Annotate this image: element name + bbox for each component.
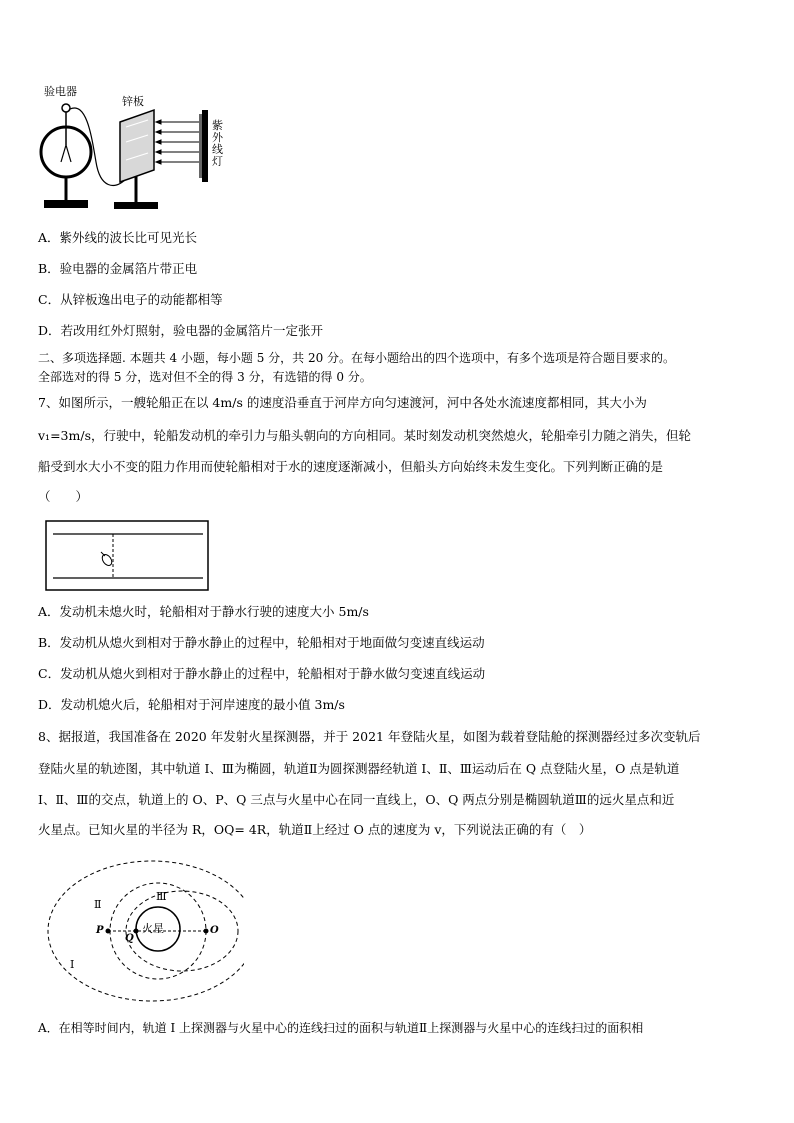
q7-option-a: A．发动机未熄火时，轮船相对于静水行驶的速度大小 5m/s bbox=[38, 604, 369, 619]
section2-instructions-line2: 全部选对的得 5 分，选对但不全的得 3 分，有选错的得 0 分。 bbox=[38, 370, 372, 384]
point-q-label: Q bbox=[125, 933, 134, 944]
uv-lamp-body bbox=[202, 110, 208, 182]
river-diagram bbox=[45, 520, 210, 592]
orbit-1-label: I bbox=[70, 958, 75, 971]
section2-instructions-line1: 二、多项选择题. 本题共 4 小题，每小题 5 分，共 20 分。在每小题给出的四个选项中，有多个选项是符合题目要求的。 bbox=[38, 351, 676, 365]
point-o-dot bbox=[204, 929, 209, 934]
orbit-figure bbox=[44, 855, 244, 1005]
q8-stem-line3: I、Ⅱ、Ⅲ的交点，轨道上的 O、P、Q 三点与火星中心在同一直线上，O、Q 两点分别是椭圆轨道Ⅲ的远火星点和近 bbox=[38, 792, 675, 807]
q7-stem-line2: v₁=3m/s，行驶中，轮船发动机的牵引力与船头朝向的方向相同。某时刻发动机突然熄火，轮船牵引力随之消失，但轮 bbox=[38, 428, 691, 443]
q8-stem-line4: 火星点。已知火星的半径为 R，OQ= 4R，轨道Ⅱ上经过 O 点的速度为 v，下列说法正确的有（ ） bbox=[38, 822, 592, 837]
boat bbox=[100, 553, 113, 567]
orbit-3-label: Ⅲ bbox=[156, 890, 167, 903]
q7-option-c: C．发动机从熄火到相对于静水静止的过程中，轮船相对于静水做匀变速直线运动 bbox=[38, 666, 486, 681]
q8-option-a: A．在相等时间内，轨道 I 上探测器与火星中心的连线扫过的面积与轨道Ⅱ上探测器与火星中心的连线扫过的面积相 bbox=[38, 1021, 644, 1035]
uv-rays bbox=[156, 120, 201, 164]
river-frame bbox=[46, 521, 208, 590]
zinc-plate bbox=[120, 110, 154, 182]
zinc-plate-label: 锌板 bbox=[122, 95, 144, 108]
point-o-label: O bbox=[210, 925, 219, 936]
point-p-dot bbox=[106, 929, 111, 934]
mars-label: 火星 bbox=[142, 922, 164, 935]
orbit-2-label: Ⅱ bbox=[94, 898, 102, 911]
q6-option-a: A．紫外线的波长比可见光长 bbox=[38, 230, 198, 245]
q7-stem-line4: （ ） bbox=[38, 489, 89, 504]
q7-stem-line3: 船受到水大小不变的阻力作用而使轮船相对于水的速度逐渐减小，但船头方向始终未发生变化。下列判断正确的是 bbox=[38, 459, 664, 474]
river-figure bbox=[45, 520, 210, 592]
q8-stem-line2: 登陆火星的轨迹图，其中轨道 I、Ⅲ为椭圆，轨道Ⅱ为圆探测器经轨道 I、Ⅱ、Ⅲ运动后在 Q 点登陆火星，O 点是轨道 bbox=[38, 761, 680, 776]
foil-right bbox=[66, 145, 71, 162]
q6-option-c: C．从锌板逸出电子的动能都相等 bbox=[38, 292, 223, 307]
plate-base bbox=[114, 202, 158, 209]
electroscope-ball bbox=[62, 104, 70, 112]
q8-stem-line1: 8、据报道，我国准备在 2020 年发射火星探测器，并于 2021 年登陆火星，如图为载着登陆舱的探测器经过多次变轨后 bbox=[38, 729, 701, 744]
electroscope-label: 验电器 bbox=[44, 85, 77, 98]
uv-lamp-label: 紫外线灯 bbox=[212, 119, 223, 168]
q6-option-d: D．若改用红外灯照射，验电器的金属箔片一定张开 bbox=[38, 323, 324, 338]
foil-left bbox=[61, 145, 66, 162]
point-p-label: P bbox=[96, 925, 104, 936]
q7-option-b: B．发动机从熄火到相对于静水静止的过程中，轮船相对于地面做匀变速直线运动 bbox=[38, 635, 485, 650]
photoelectric-figure bbox=[36, 82, 226, 217]
electroscope-base bbox=[44, 200, 88, 208]
q6-option-b: B．验电器的金属箔片带正电 bbox=[38, 261, 198, 276]
point-q-dot bbox=[134, 929, 139, 934]
q7-stem-line1: 7、如图所示，一艘轮船正在以 4m/s 的速度沿垂直于河岸方向匀速渡河，河中各处水流速度都相同，其大小为 bbox=[38, 395, 647, 410]
q7-option-d: D．发动机熄火后，轮船相对于河岸速度的最小值 3m/s bbox=[38, 697, 345, 712]
